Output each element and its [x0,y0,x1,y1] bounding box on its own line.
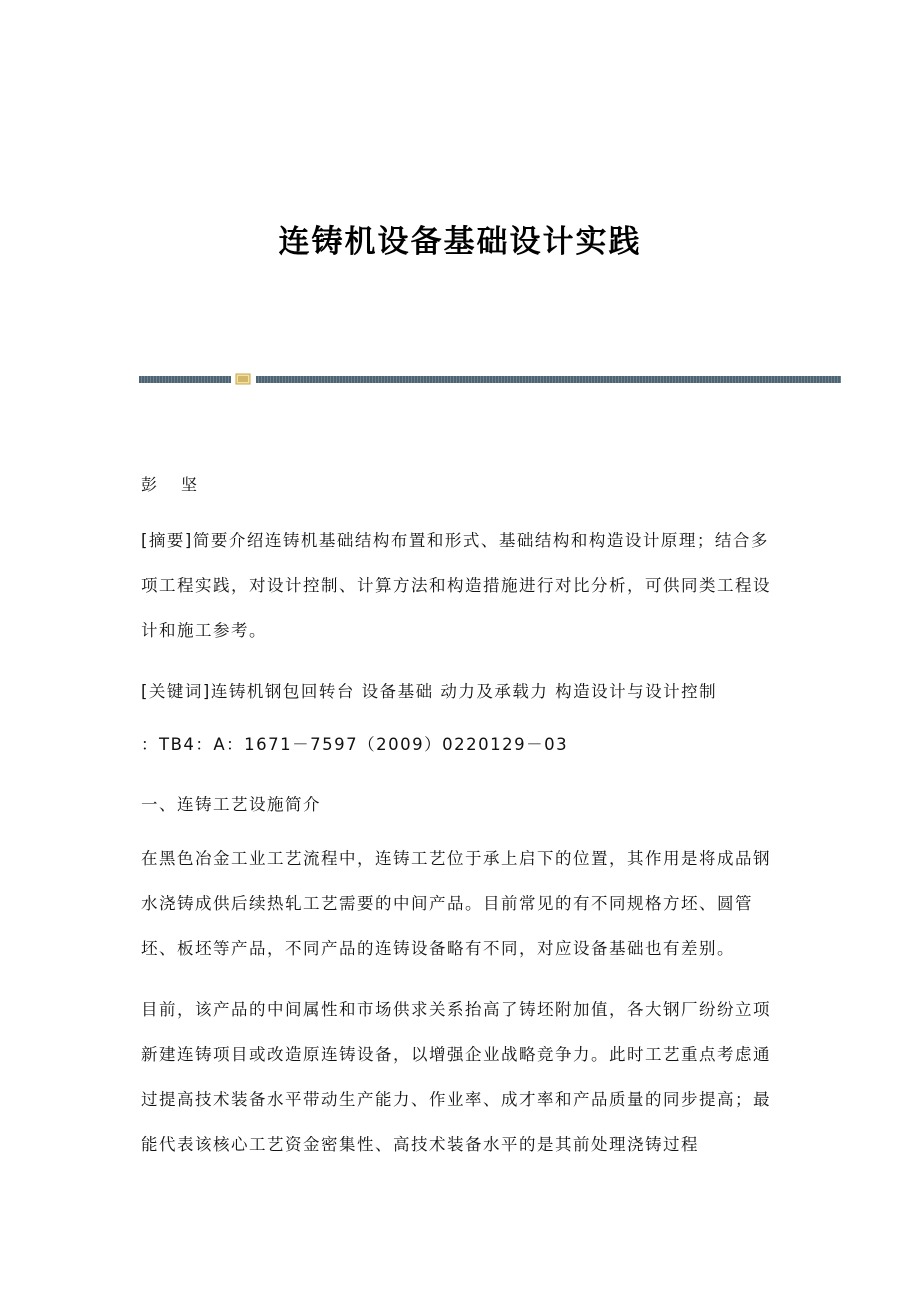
author: 彭 坚 [141,475,202,494]
classification-number: ：TB4：A：1671－7597（2009）0220129－03 [141,735,569,754]
keywords: [关键词]连铸机钢包回转台 设备基础 动力及承载力 构造设计与设计控制 [141,682,718,701]
divider-right-segment [256,376,841,383]
divider-left-segment [139,376,231,383]
paragraph-1: 在黑色冶金工业工艺流程中，连铸工艺位于承上启下的位置，其作用是将成品钢水浇铸成供后续热轧工艺需要的中间产品。目前常见的有不同规格方坯、圆管坯、板坯等产品，不同产品的连铸设备略有不同，对应设备基础也有差别。 [141,849,771,958]
paragraph-2: 目前，该产品的中间属性和市场供求关系抬高了铸坯附加值，各大钢厂纷纷立项新建连铸项目或改造原连铸设备，以增强企业战略竞争力。此时工艺重点考虑通过提高技术装备水平带动生产能力、作业率、成才率和产品质量的同步提高；最能代表该核心工艺资金密集性、高技术装备水平的是其前处理浇铸过程 [141,1000,771,1154]
abstract: [摘要]简要介绍连铸机基础结构布置和形式、基础结构和构造设计原理；结合多项工程实践，对设计控制、计算方法和构造措施进行对比分析，可供同类工程设计和施工参考。 [141,531,771,640]
title-divider [139,373,841,385]
ornament-icon [235,373,251,385]
section-heading: 一、连铸工艺设施简介 [141,795,321,814]
document-title: 连铸机设备基础设计实践 [278,224,642,260]
